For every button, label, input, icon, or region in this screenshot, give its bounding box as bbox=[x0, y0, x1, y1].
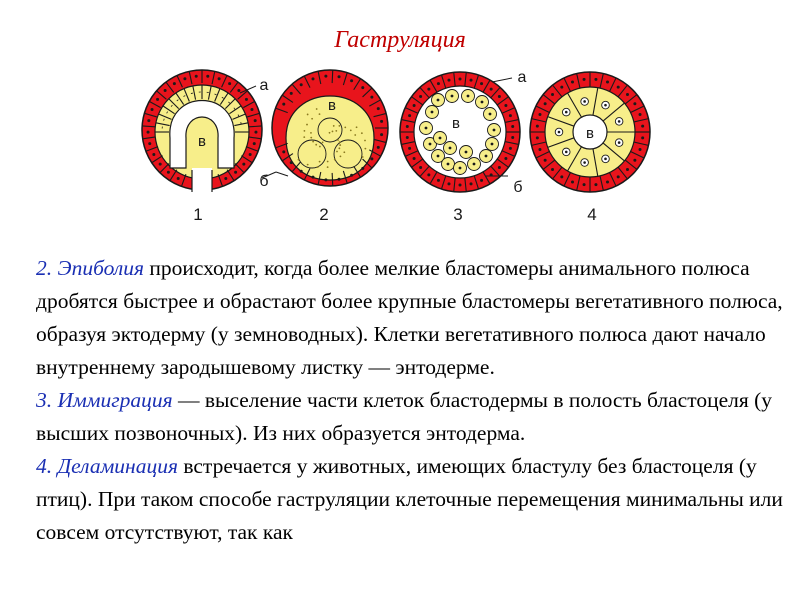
nucleus bbox=[147, 131, 150, 134]
nucleus bbox=[282, 103, 285, 106]
label-v-2: в bbox=[328, 97, 336, 114]
yolk-granule bbox=[316, 108, 318, 110]
nucleus bbox=[560, 86, 563, 89]
nucleus bbox=[449, 147, 452, 150]
nucleus bbox=[470, 79, 473, 82]
yolk-granule bbox=[361, 132, 363, 134]
nucleus bbox=[206, 75, 209, 78]
nucleus bbox=[594, 78, 597, 81]
yolk-granule bbox=[310, 137, 312, 139]
nucleus bbox=[311, 77, 314, 80]
nucleus bbox=[583, 78, 586, 81]
nucleus bbox=[480, 82, 483, 85]
nucleus bbox=[254, 131, 257, 134]
nucleus bbox=[560, 175, 563, 178]
nucleus bbox=[380, 133, 383, 136]
label-v-4: в bbox=[586, 125, 594, 142]
cell-wall bbox=[332, 70, 333, 83]
nucleolus bbox=[558, 131, 561, 134]
text-epiboly: происходит, когда более мелкие бластомеры анимального полюса дробятся быстрее и обрастают более крупные бластомеры вегетативного полюса, образуя эктодерму (у земноводных). Клетки вегетативного полюса дают начало внутреннему зародышевому листку — энтодерме. bbox=[36, 256, 783, 379]
nucleus bbox=[626, 93, 629, 96]
nucleus bbox=[459, 167, 462, 170]
blastopore bbox=[192, 168, 212, 198]
nucleus bbox=[606, 181, 609, 184]
nucleus bbox=[167, 171, 170, 174]
nucleus bbox=[538, 113, 541, 116]
figure-number-3: 3 bbox=[453, 205, 463, 224]
nucleus bbox=[253, 142, 256, 145]
nucleus bbox=[159, 163, 162, 166]
nucleus bbox=[467, 95, 470, 98]
embryo-3-immigration bbox=[400, 72, 520, 192]
nucleus bbox=[361, 86, 364, 89]
nucleus bbox=[249, 153, 252, 156]
nucleus bbox=[641, 136, 644, 139]
nucleus bbox=[311, 176, 314, 179]
nucleus bbox=[633, 102, 636, 105]
nucleus bbox=[237, 89, 240, 92]
nucleus bbox=[218, 77, 221, 80]
nucleus bbox=[606, 80, 609, 83]
nucleus bbox=[419, 166, 422, 169]
nucleus bbox=[447, 79, 450, 82]
nucleus bbox=[451, 95, 454, 98]
yolk-granule bbox=[315, 144, 317, 146]
yolk-granule bbox=[327, 161, 329, 163]
nucleus bbox=[300, 170, 303, 173]
yolk-granule bbox=[339, 144, 341, 146]
nucleus bbox=[350, 174, 353, 177]
yolk-granule bbox=[354, 134, 356, 136]
term-immigration: 3. Иммиграция bbox=[36, 388, 173, 412]
nucleus bbox=[300, 83, 303, 86]
nucleus bbox=[639, 148, 642, 151]
label-v-3: в bbox=[452, 115, 460, 132]
label-b-1: б bbox=[259, 173, 269, 190]
nucleus bbox=[490, 88, 493, 91]
nucleus bbox=[571, 80, 574, 83]
gastrulation-figure bbox=[140, 68, 680, 230]
nucleus bbox=[290, 161, 293, 164]
nucleus bbox=[485, 155, 488, 158]
figure-number-1: 1 bbox=[193, 205, 203, 224]
yolk-granule bbox=[303, 136, 305, 138]
yolk-granule bbox=[362, 156, 364, 158]
nucleus bbox=[164, 89, 167, 92]
nucleus bbox=[551, 93, 554, 96]
nucleus bbox=[551, 168, 554, 171]
nucleus bbox=[377, 146, 380, 149]
nucleus bbox=[509, 147, 512, 150]
yolk-granule bbox=[340, 155, 342, 157]
nucleus bbox=[224, 177, 227, 180]
nucleus bbox=[493, 129, 496, 132]
nucleus bbox=[626, 168, 629, 171]
nucleus bbox=[370, 96, 373, 99]
nucleus bbox=[617, 86, 620, 89]
nucleus bbox=[459, 184, 462, 187]
nucleus bbox=[511, 136, 514, 139]
nucleus bbox=[489, 113, 492, 116]
nucleus bbox=[504, 104, 507, 107]
nucleus bbox=[425, 127, 428, 130]
nucleus bbox=[511, 125, 514, 128]
yolk-granule bbox=[310, 132, 312, 134]
body-text bbox=[36, 252, 786, 549]
nucleolus bbox=[583, 100, 586, 103]
yolk-granule bbox=[339, 141, 341, 143]
embryo-2 bbox=[272, 70, 388, 186]
yolk-granule bbox=[344, 126, 346, 128]
nucleus bbox=[437, 82, 440, 85]
nucleus bbox=[538, 148, 541, 151]
nucleus bbox=[498, 95, 501, 98]
nucleus bbox=[509, 114, 512, 117]
nucleus bbox=[429, 143, 432, 146]
cell-wall bbox=[332, 173, 333, 186]
embryo-4-delamination bbox=[530, 72, 650, 192]
pointer-line bbox=[276, 172, 288, 176]
nucleus bbox=[465, 151, 468, 154]
embryo-1-epiboly bbox=[142, 70, 262, 198]
nucleus bbox=[617, 175, 620, 178]
yolk-granule bbox=[334, 159, 336, 161]
nucleolus bbox=[565, 111, 568, 114]
yolk-granule bbox=[338, 147, 340, 149]
yolk-granule bbox=[338, 125, 340, 127]
nucleus bbox=[377, 107, 380, 110]
nucleus bbox=[324, 75, 327, 78]
paragraph-immigration bbox=[36, 384, 786, 450]
nucleus bbox=[147, 119, 150, 122]
nucleus bbox=[583, 183, 586, 186]
yolk-granule bbox=[307, 164, 309, 166]
yolk-granule bbox=[304, 130, 306, 132]
nucleus bbox=[437, 99, 440, 102]
nucleus bbox=[234, 171, 237, 174]
yolk-granule bbox=[333, 125, 335, 127]
nucleus bbox=[413, 157, 416, 160]
nucleolus bbox=[565, 151, 568, 154]
nucleus bbox=[447, 163, 450, 166]
nucleus bbox=[408, 114, 411, 117]
nucleus bbox=[338, 178, 341, 181]
nucleus bbox=[173, 82, 176, 85]
yolk-granule bbox=[319, 161, 321, 163]
yolk-granule bbox=[356, 126, 358, 128]
yolk-granule bbox=[337, 139, 339, 141]
nucleus bbox=[459, 78, 462, 81]
nucleus bbox=[152, 153, 155, 156]
nucleus bbox=[338, 75, 341, 78]
nucleus bbox=[151, 108, 154, 111]
slide-title: Гаструляция bbox=[334, 27, 466, 53]
nucleolus bbox=[604, 158, 607, 161]
nucleus bbox=[370, 157, 373, 160]
nucleus bbox=[324, 178, 327, 181]
nucleus bbox=[361, 167, 364, 170]
nucleus bbox=[447, 182, 450, 185]
nucleus bbox=[408, 147, 411, 150]
yolk-granule bbox=[307, 114, 309, 116]
yolk-granule bbox=[319, 113, 321, 115]
nucleus bbox=[431, 111, 434, 114]
nucleus bbox=[183, 77, 186, 80]
yolk-granule bbox=[298, 159, 300, 161]
yolk-granule bbox=[343, 151, 345, 153]
nucleus bbox=[481, 101, 484, 104]
pointer-line bbox=[492, 78, 512, 82]
nucleus bbox=[250, 108, 253, 111]
nucleus bbox=[473, 163, 476, 166]
nucleus bbox=[427, 173, 430, 176]
nucleus bbox=[544, 102, 547, 105]
text-delamination: встречается у животных, имеющих бластулу без бластоцеля (у птиц). При таком способе гаструляции клеточные перемещения минимальны или совсем отсутствуют, так как bbox=[36, 454, 783, 544]
nucleolus bbox=[618, 141, 621, 144]
nucleus bbox=[148, 142, 151, 145]
nucleus bbox=[437, 179, 440, 182]
yolk-granule bbox=[322, 141, 324, 143]
label-b-3: б bbox=[513, 179, 523, 196]
nucleus bbox=[245, 98, 248, 101]
yolk-granule bbox=[306, 124, 308, 126]
yolk-granule bbox=[364, 140, 366, 142]
figure-number-4: 4 bbox=[587, 205, 597, 224]
yolk-granule bbox=[350, 130, 352, 132]
nucleus bbox=[536, 136, 539, 139]
nucleus bbox=[571, 181, 574, 184]
nucleus bbox=[254, 119, 257, 122]
nucleus bbox=[439, 137, 442, 140]
yolk-granule bbox=[364, 148, 366, 150]
yolk-granule bbox=[335, 130, 337, 132]
paragraph-delamination bbox=[36, 450, 786, 549]
nucleus bbox=[504, 157, 507, 160]
yolk-granule bbox=[311, 118, 313, 120]
nucleus bbox=[437, 155, 440, 158]
yolk-granule bbox=[332, 131, 334, 133]
yolk-granule bbox=[312, 141, 314, 143]
nucleus bbox=[544, 159, 547, 162]
nucleus bbox=[491, 143, 494, 146]
nucleus bbox=[406, 136, 409, 139]
yolk-granule bbox=[319, 146, 321, 148]
nucleus bbox=[536, 125, 539, 128]
label-a-3: а bbox=[517, 69, 527, 86]
text-immigration: — выселение части клеток бластодермы в полость бластоцеля (у высших позвоночных). Из них образуется энтодерма. bbox=[36, 388, 773, 445]
nucleus bbox=[413, 104, 416, 107]
nucleus bbox=[419, 95, 422, 98]
nucleus bbox=[498, 166, 501, 169]
yolk-granule bbox=[329, 132, 331, 134]
nucleus bbox=[156, 98, 159, 101]
nucleus bbox=[242, 163, 245, 166]
nucleus bbox=[641, 125, 644, 128]
nucleus bbox=[380, 120, 383, 123]
nucleus bbox=[633, 159, 636, 162]
nucleus bbox=[639, 113, 642, 116]
nucleus bbox=[480, 179, 483, 182]
nucleus bbox=[470, 182, 473, 185]
term-delamination: 4. Деламинация bbox=[36, 454, 178, 478]
nucleus bbox=[177, 177, 180, 180]
nucleus bbox=[350, 79, 353, 82]
nucleus bbox=[228, 82, 231, 85]
nucleus bbox=[406, 125, 409, 128]
figure-number-2: 2 bbox=[319, 205, 329, 224]
nucleus bbox=[290, 92, 293, 95]
yolk-granule bbox=[336, 151, 338, 153]
nucleus bbox=[594, 183, 597, 186]
term-epiboly: 2. Эпиболия bbox=[36, 256, 144, 280]
yolk-granule bbox=[317, 166, 319, 168]
nucleolus bbox=[618, 120, 621, 123]
nucleus bbox=[195, 75, 198, 78]
nucleolus bbox=[604, 104, 607, 107]
label-v-1: в bbox=[198, 133, 206, 150]
nucleolus bbox=[583, 161, 586, 164]
nucleus bbox=[282, 150, 285, 153]
label-a-1: а bbox=[259, 77, 269, 94]
nucleus bbox=[427, 88, 430, 91]
yolk-granule bbox=[327, 166, 329, 168]
paragraph-epiboly bbox=[36, 252, 786, 384]
